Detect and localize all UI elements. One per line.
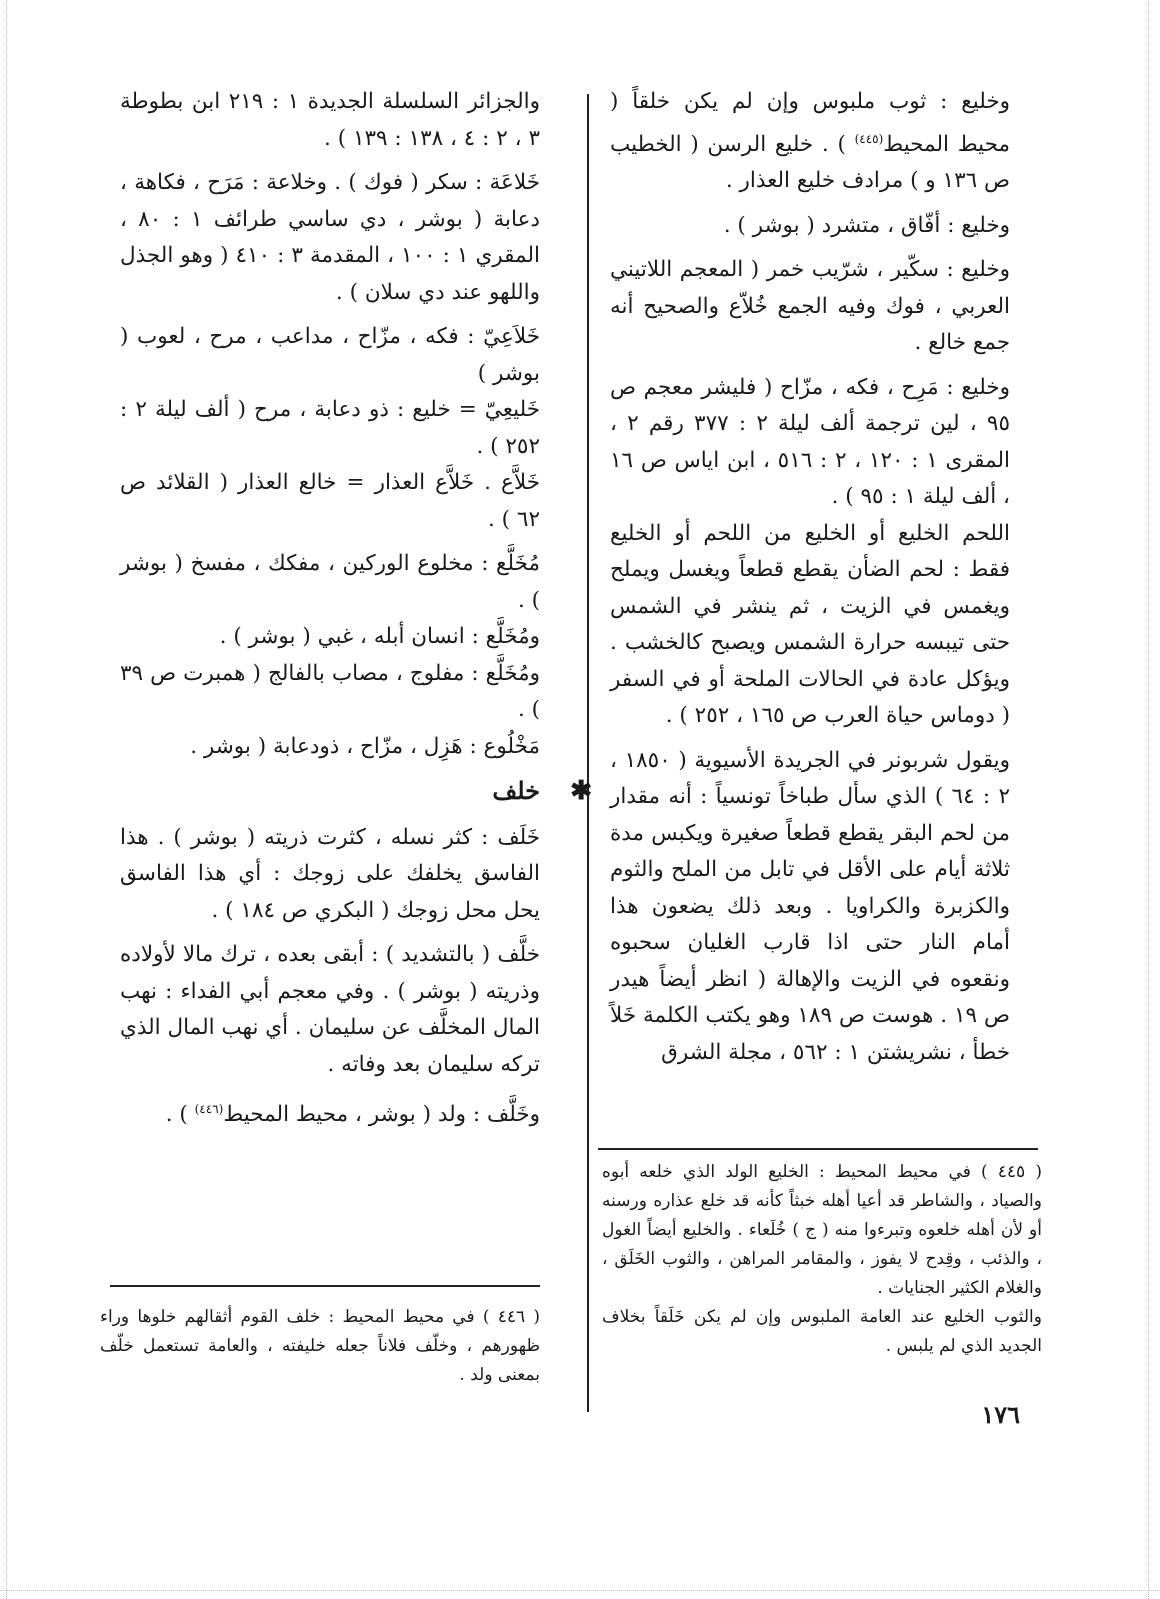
footnote-445-text-1: ( ٤٤٥ ) في محيط المحيط : الخليع الولد الذي خلعه أبوه والصياد ، والشاطر قد أعيا أهله خبثاً كأنه قد خلع عذاره ورسنه أو لأن أهله خلعوه وتبرءوا منه ( ج ) خُلَعاء . والخليع أيضاً الغول ، والذئب ، وقِدح لا يفوز ، والمقامر المراهن ، والثوب الخَلَق ، والغلام الكثير الجنايات . xyxy=(602,1162,1042,1298)
entry-khalai: خَلاَعِيّ : فكه ، مزّاح ، مداعب ، مرح ، لعوب ( بوشر ) xyxy=(120,324,540,386)
footnote-ref-445[interactable]: (٤٤٥) xyxy=(854,131,884,146)
bottom-scan-edge xyxy=(0,1584,1160,1591)
entry-mukhalla-3: ومُخَلَّع : مفلوج ، مصاب بالفالج ( همبرت ص ٣٩ ) . xyxy=(120,660,540,722)
asterisk-icon: ✱ xyxy=(570,776,592,806)
entry-makhlu: مَخْلُوع : هَزِل ، مزّاح ، ذودعابة ( بوشر . xyxy=(190,733,540,759)
left-scan-edge xyxy=(6,0,8,1599)
entry-charbonneau: ويقول شربونر في الجريدة الأسيوية ( ١٨٥٠ ، ٢ : ٦٤ ) الذي سأل طباخاً تونسياً : أنه مقدار من لحم البقر يقطع قطعاً صغيرة ويكبس مدة ثلاثة أيام على الأقل في تابل من الملح والثوم والكزبرة والكراويا . وبعد ذلك يضعون هذا أمام النار حتى اذا قارب الغليان سحبوه ونقعوه في الزيت والإهالة ( انظر أيضاً هيدر ص ١٩ . هوست ص ١٨٩ وهو يكتب الكلمة خَلاً خطأ ، نشريشتن ١ : ٥٦٢ ، مجلة الشرق xyxy=(610,747,1010,1065)
entry-khaliii: خَليعِيّ = خليع : ذو دعابة ، مرح ( ألف ليلة ٢ : ٢٥٢ ) . xyxy=(120,397,540,459)
entry-khallaf-born: وخَلَّف : ولد ( بوشر ، محيط المحيط$^{(٤٤٦)}$ ) . xyxy=(165,1102,540,1128)
entry-mukhalla-1: مُخَلَّع : مخلوع الوركين ، مفكك ، مفسخ ( بوشر ) . xyxy=(120,551,540,613)
entry-khalaf: خَلَف : كثر نسله ، كثرت ذريته ( بوشر ) . هذا الفاسق يخلفك على زوجك : أي هذا الفاسق يحل محل زوجك ( البكري ص ١٨٤ ) . xyxy=(120,824,540,923)
entry-khali-vagabond: وخليع : أفّاق ، متشرد ( بوشر ) . xyxy=(723,212,1010,238)
entry-khali-meat: اللحم الخليع أو الخليع من اللحم أو الخليع فقط : لحم الضأن يقطع قطعاً ويغسل ويملح ويغمس في الزيت ، ثم ينشر في الشمس حتى تيبسه حرارة الشمس ويصبح كالخشب . ويؤكل عادة في الحالات الملحة أو في السفر ( دوماس حياة العرب ص ١٦٥ ، ٢٥٢ ) . xyxy=(610,520,1010,729)
footnote-rule-right xyxy=(598,1148,1038,1150)
footnote-ref-446[interactable]: (٤٤٦) xyxy=(194,1102,224,1116)
column-divider xyxy=(587,94,589,1412)
entry-khali-merry: وخليع : مَرِح ، فكه ، مزّاح ( فليشر معجم ص ٩٥ ، لين ترجمة ألف ليلة ٢ : ٣٧٧ رقم ٢ ، المقرى ١ : ١٢٠ ، ٢ : ٥١٦ ، ابن اياس ص ١٦ ، ألف ليلة ١ : ٩٥ ) . xyxy=(610,374,1010,510)
entry-khallaf: خلَّف ( بالتشديد ) : أبقى بعده ، ترك مالا لأولاده وذريته ( بوشر ) . وفي معجم أبي الفداء : نهب المال المخلَّف عن سليمان . أي نهب المال الذي تركه سليمان بعد وفاته . xyxy=(120,942,540,1077)
entry-khali-drunkard: وخليع : سكّير ، شرّيب خمر ( المعجم اللاتيني العربي ، فوك وفيه الجمع خُلاّع والصحيح أنه جمع خالع . xyxy=(610,257,1010,356)
footnote-445 xyxy=(602,1158,1042,1361)
right-scan-edge xyxy=(1148,0,1150,1599)
root-heading-text: خلف xyxy=(492,776,540,805)
entry-continuation: والجزائر السلسلة الجديدة ١ : ٢١٩ ابن بطوطة ٣ ، ٢ : ٤ ، ١٣٨ : ١٣٩ ) . xyxy=(120,89,541,151)
root-heading xyxy=(120,773,592,810)
left-column xyxy=(120,84,592,1142)
entry-khalaa: خَلاعَة : سكر ( فوك ) . وخلاعة : مَرَح ، فكاهة ، دعابة ( بوشر ، دي ساسي طرائف ١ : ٨٠ ، المقري ١ : ١٠٠ ، المقدمة ٣ : ٤١٠ ( وهو الجذل واللهو عند دي سلان ) . xyxy=(120,170,540,305)
entry-khallaa: خَلاَّع . خَلاَّع العذار = خالع العذار ( القلائد ص ٦٢ ) . xyxy=(120,470,540,532)
footnote-rule-left xyxy=(110,1285,540,1287)
footnote-446 xyxy=(100,1303,540,1390)
page-number: ١٧٦ xyxy=(981,1400,1020,1429)
right-column xyxy=(610,84,1010,1079)
footnote-445-text-2: والثوب الخليع عند العامة الملبوس وإن لم يكن خَلَقاً بخلاف الجديد الذي لم يلبس . xyxy=(602,1307,1042,1356)
entry-khali-garment: وخليع : ثوب ملبوس وإن لم يكن خلقاً ( محيط المحيط$^{(٤٤٥)}$ ) . خليع الرسن ( الخطيب ص ١٣٦ و ) مرادف خليع العذار . xyxy=(610,89,1010,194)
entry-mukhalla-2: ومُخَلَّع : انسان أبله ، غبي ( بوشر ) . xyxy=(219,624,540,649)
footnote-446-text: ( ٤٤٦ ) في محيط المحيط : خلف القوم أثقالهم خلوها وراء ظهورهم ، وخلّف فلاناً جعله خليفته ، والعامة تستعمل خلّف بمعنى ولد . xyxy=(100,1307,540,1385)
